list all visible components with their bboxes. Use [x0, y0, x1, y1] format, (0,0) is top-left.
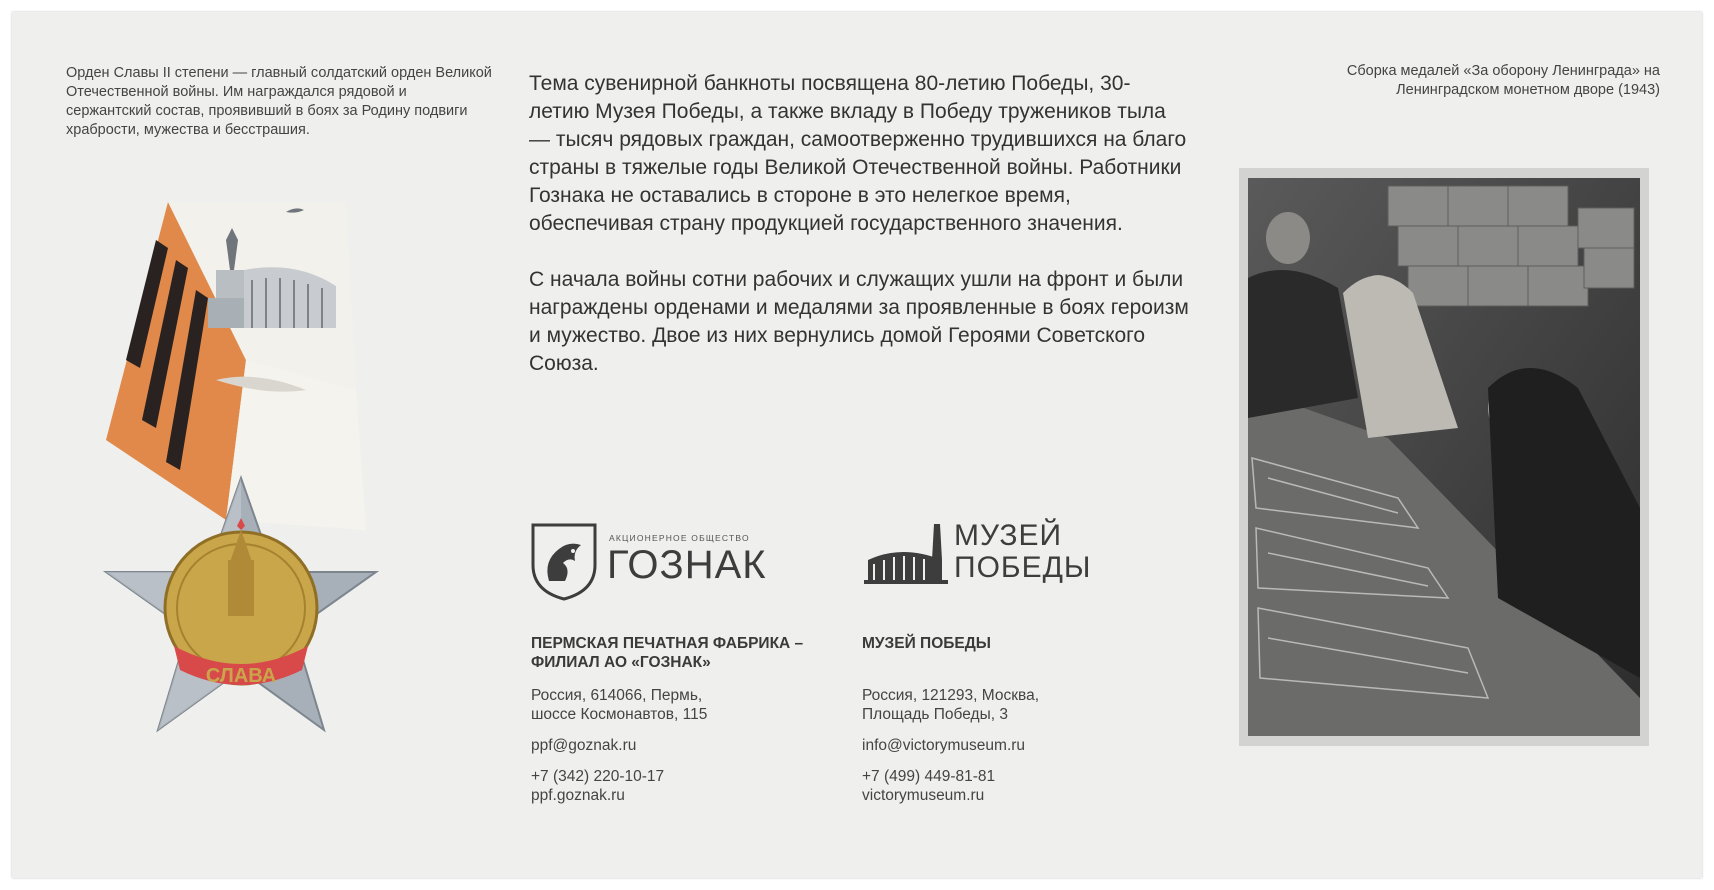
goznak-logo-small-text: АКЦИОНЕРНОЕ ОБЩЕСТВО: [609, 533, 750, 543]
victory-museum-logo: [862, 519, 1092, 590]
goznak-logo-text: ГОЗНАК: [607, 543, 767, 587]
museum-site: victorymuseum.ru: [862, 787, 985, 804]
historical-photo: [1248, 178, 1640, 736]
museum-address-line2: Площадь Победы, 3: [862, 706, 1008, 723]
main-text: [529, 70, 1189, 406]
museum-phone: +7 (499) 449-81-81: [862, 768, 996, 785]
photo-caption: Сборка медалей «За оборону Ленинграда» на Ленинградском монетном дворе (1943): [1346, 63, 1660, 98]
medal-inscription: СЛАВА: [205, 665, 277, 687]
goznak-shield-icon: [529, 521, 599, 601]
goznak-phone: +7 (342) 220-10-17: [531, 768, 665, 785]
paragraph-2: С начала войны сотни рабочих и служащих ушли на фронт и были награждены орденами и медалями за проявленные в боях героизм и мужество. Двое из них вернулись домой Героями Советского Союза.: [529, 268, 1189, 375]
museum-title: МУЗЕЙ ПОБЕДЫ: [862, 635, 991, 652]
order-of-glory-image: [96, 200, 416, 820]
goznak-logo: [529, 521, 789, 601]
ribbon: [106, 202, 366, 530]
goznak-title-line1: ПЕРМСКАЯ ПЕЧАТНАЯ ФАБРИКА –: [531, 635, 804, 652]
museum-email: info@victorymuseum.ru: [862, 737, 1026, 754]
medal-caption: Орден Славы II степени — главный солдатский орден Великой Отечественной войны. Им награждался рядовой и сержантский состав, проявивший в боях за Родину подвиги храбрости, мужества и бесстрашия.: [66, 65, 492, 138]
museum-logo-line2: ПОБЕДЫ: [954, 551, 1092, 584]
goznak-address-line1: Россия, 614066, Пермь,: [531, 687, 703, 704]
goznak-site: ppf.goznak.ru: [531, 787, 625, 804]
museum-logo-line1: МУЗЕЙ: [954, 519, 1063, 552]
goznak-email: ppf@goznak.ru: [531, 737, 637, 754]
museum-building-icon: [862, 520, 952, 586]
goznak-address-line2: шоссе Космонавтов, 115: [531, 706, 708, 723]
goznak-title-line2: ФИЛИАЛ АО «ГОЗНАК»: [531, 654, 711, 671]
medallion: [165, 518, 317, 687]
museum-address-line1: Россия, 121293, Москва,: [862, 687, 1040, 704]
paragraph-1: Тема сувенирной банкноты посвящена 80-летию Победы, 30-летию Музея Победы, а также вкладу в Победу тружеников тыла — тысяч рядовых граждан, самоотверженно трудившихся на благо страны в тяжелые годы Великой Отечественной войны. Работники Гознака не оставались в стороне в это нелегкое время, обеспечивая страну продукцией государственного значения.: [529, 72, 1187, 235]
